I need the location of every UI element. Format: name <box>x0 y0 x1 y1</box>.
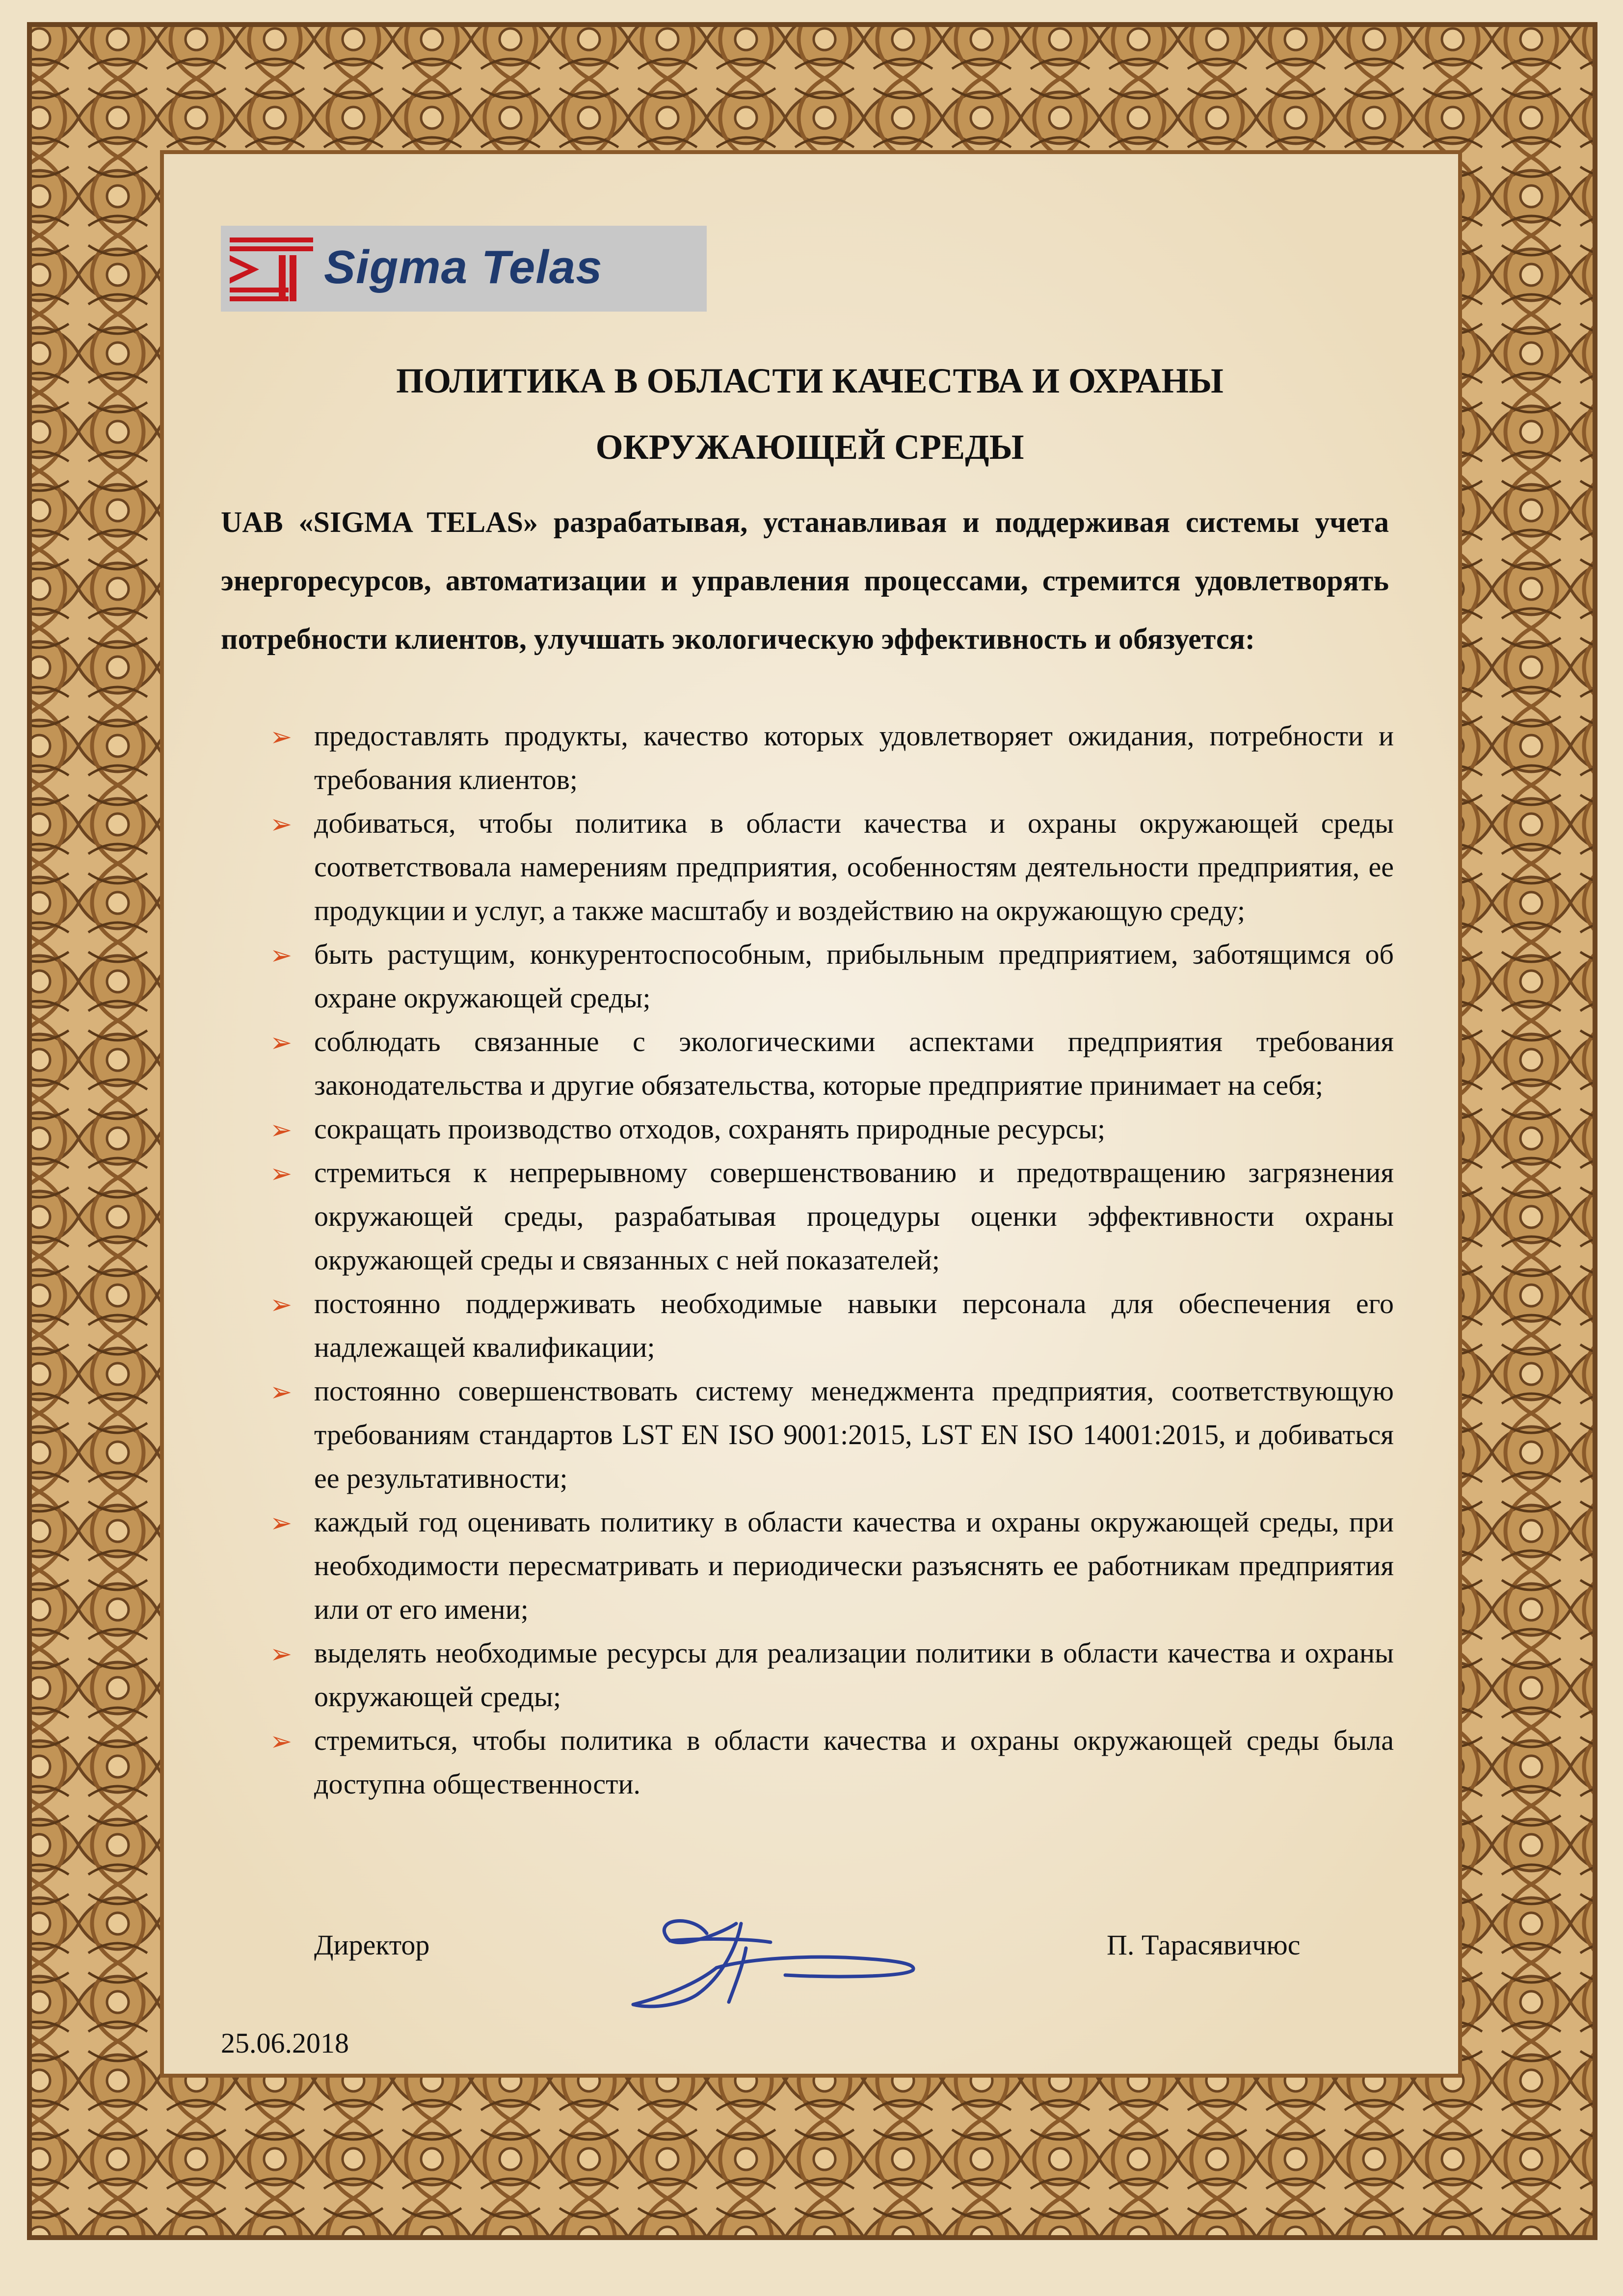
list-item: ➢ постоянно поддерживать необходимые навыки персонала для обеспечения его надлежащей квалификации; <box>221 1282 1394 1369</box>
document-title-line-1: ПОЛИТИКА В ОБЛАСТИ КАЧЕСТВА И ОХРАНЫ <box>396 361 1224 400</box>
list-item: ➢ быть растущим, конкурентоспособным, прибыльным предприятием, заботящимся об охране окружающей среды; <box>221 932 1394 1020</box>
list-item: ➢ выделять необходимые ресурсы для реализации политики в области качества и охраны окружающей среды; <box>221 1631 1394 1718</box>
sigma-logo-mark-icon <box>230 233 318 306</box>
arrow-bullet-icon: ➢ <box>270 1027 293 1058</box>
arrow-bullet-icon: ➢ <box>270 1726 293 1757</box>
logo-wordmark: Sigma Telas <box>324 241 603 293</box>
arrow-bullet-icon: ➢ <box>270 809 293 840</box>
list-item: ➢ соблюдать связанные с экологическими аспектами предприятия требования законодательства и другие обязательства, которые предприятие принимает на себя; <box>221 1020 1394 1107</box>
document-date: 25.06.2018 <box>221 2027 349 2059</box>
arrow-bullet-icon: ➢ <box>270 721 293 752</box>
handwritten-signature <box>623 1904 928 2017</box>
signer-name: П. Тарасявичюс <box>1107 1929 1301 1961</box>
list-item: ➢ предоставлять продукты, качество которых удовлетворяет ожидания, потребности и требования клиентов; <box>221 714 1394 801</box>
arrow-bullet-icon: ➢ <box>270 1638 293 1669</box>
intro-paragraph: UAB «SIGMA TELAS» разрабатывая, устанавливая и поддерживая системы учета энергоресурсов, автоматизации и управления процессами, стремится удовлетворять потребности клиентов, улучшать экологическую эффективность и обязуется: <box>221 506 1389 655</box>
list-item: ➢ постоянно совершенствовать систему менеджмента предприятия, соответствующую требованиям стандартов LST EN ISO 9001:2015, LST EN ISO 14001:2015, и добиваться ее результативности; <box>221 1369 1394 1500</box>
document-body <box>216 221 1404 2085</box>
list-item: ➢ каждый год оценивать политику в области качества и охраны окружающей среды, при необходимости пересматривать и периодически разъяснять ее работникам предприятия или от его имени; <box>221 1500 1394 1631</box>
arrow-bullet-icon: ➢ <box>270 1114 293 1145</box>
document-title-line-2: ОКРУЖАЮЩЕЙ СРЕДЫ <box>595 427 1024 467</box>
list-item: ➢ стремиться к непрерывному совершенствованию и предотвращению загрязнения окружающей среды, разрабатывая процедуры оценки эффективности охраны окружающей среды и связанных с ней показателей; <box>221 1151 1394 1282</box>
arrow-bullet-icon: ➢ <box>270 1289 293 1320</box>
list-item: ➢ сокращать производство отходов, сохранять природные ресурсы; <box>221 1107 1394 1151</box>
signer-position: Директор <box>314 1929 430 1961</box>
arrow-bullet-icon: ➢ <box>270 940 293 971</box>
list-item: ➢ стремиться, чтобы политика в области качества и охраны окружающей среды была доступна общественности. <box>221 1718 1394 1806</box>
arrow-bullet-icon: ➢ <box>270 1507 293 1538</box>
commitments-list <box>221 714 1394 1806</box>
company-logo <box>221 226 707 312</box>
arrow-bullet-icon: ➢ <box>270 1158 293 1189</box>
arrow-bullet-icon: ➢ <box>270 1376 293 1407</box>
list-item: ➢ добиваться, чтобы политика в области качества и охраны окружающей среды соответствовала намерениям предприятия, особенностям деятельности предприятия, ее продукции и услуг, а также масштабу и воздействию на окружающую среду; <box>221 801 1394 932</box>
